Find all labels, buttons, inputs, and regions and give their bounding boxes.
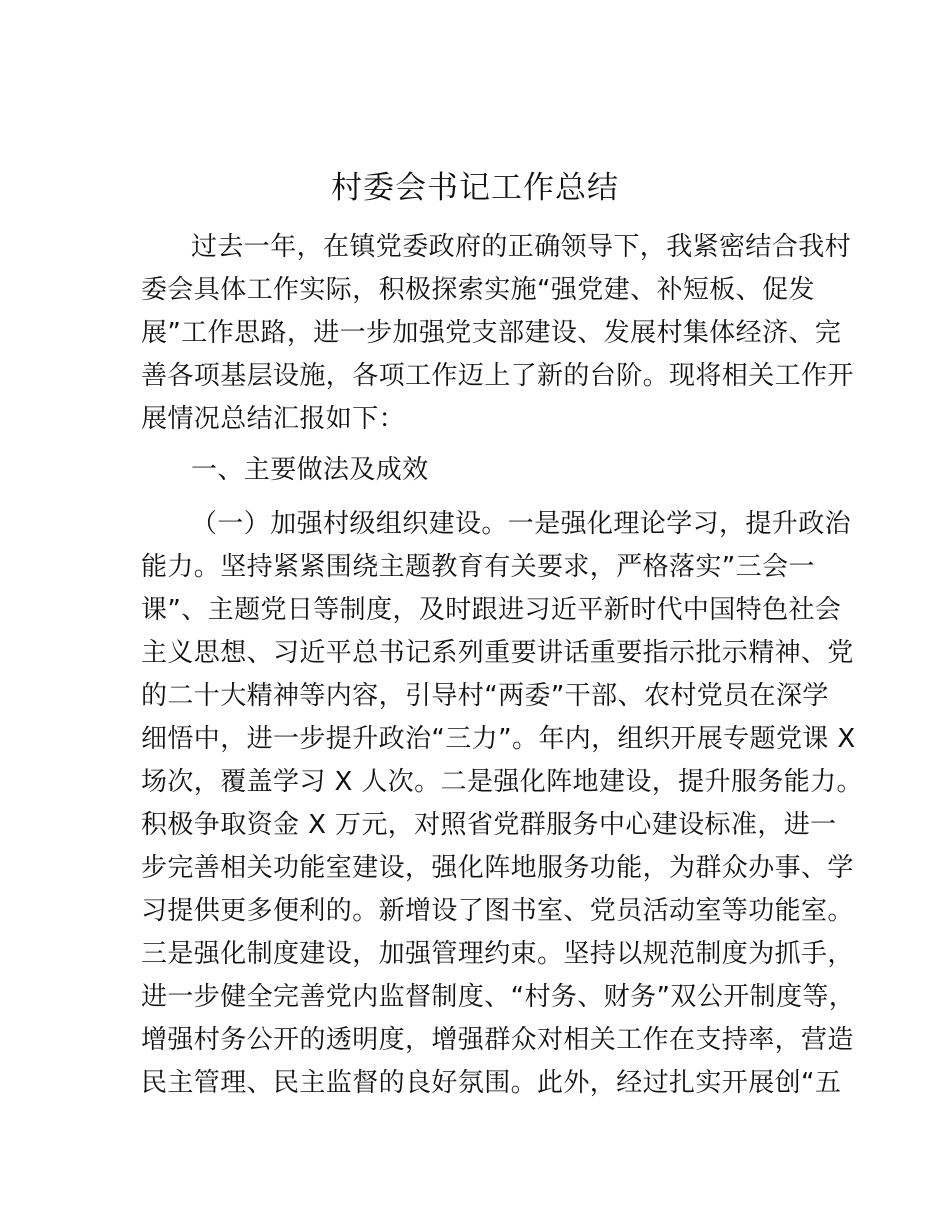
paragraph-line: 三是强化制度建设，加强管理约束。坚持以规范制度为抓手， (141, 939, 854, 969)
paragraph-line: 过去一年，在镇党委政府的正确领导下，我紧密结合我村 (191, 232, 852, 262)
paragraph-line: 步完善相关功能室建设，强化阵地服务功能，为群众办事、学 (141, 853, 854, 883)
section-heading: 一、主要做法及成效 (191, 455, 429, 485)
paragraph-line: 进一步健全完善党内监督制度、“村务、财务”双公开制度等， (141, 982, 856, 1012)
paragraph-line: 增强村务公开的透明度，增强群众对相关工作在支持率，营造 (141, 1025, 854, 1055)
paragraph-line: 展情况总结汇报如下： (141, 404, 406, 434)
paragraph-line: 民主管理、民主监督的良好氛围。此外，经过扎实开展创“五 (141, 1068, 842, 1098)
paragraph-line: 展”工作思路，进一步加强党支部建设、发展村集体经济、完 (141, 318, 842, 348)
paragraph-line: 委会具体工作实际，积极探索实施“强党建、补短板、促发 (141, 275, 815, 305)
paragraph-line: 细悟中，进一步提升政治“三力”。年内，组织开展专题党课 X (141, 724, 856, 754)
paragraph-line: 场次，覆盖学习 X 人次。二是强化阵地建设，提升服务能力。 (141, 767, 863, 797)
paragraph-line: 习提供更多便利的。新增设了图书室、党员活动室等功能室。 (141, 896, 854, 926)
document-title: 村委会书记工作总结 (331, 170, 619, 206)
paragraph-line: 的二十大精神等内容，引导村“两委”干部、农村党员在深学 (141, 681, 829, 711)
paragraph-line: 主义思想、习近平总书记系列重要讲话重要指示批示精神、党 (141, 638, 854, 668)
paragraph-line: 积极争取资金 X 万元，对照省党群服务中心建设标准，进一 (141, 810, 837, 840)
paragraph-line: 课”、主题党日等制度，及时跟进习近平新时代中国特色社会 (141, 595, 842, 625)
paragraph-line: （一）加强村级组织建设。一是强化理论学习，提升政治 (191, 509, 852, 539)
paragraph-line: 善各项基层设施，各项工作迈上了新的台阶。现将相关工作开 (141, 361, 854, 391)
paragraph-line: 能力。坚持紧紧围绕主题教育有关要求，严格落实”三会一 (141, 552, 815, 582)
